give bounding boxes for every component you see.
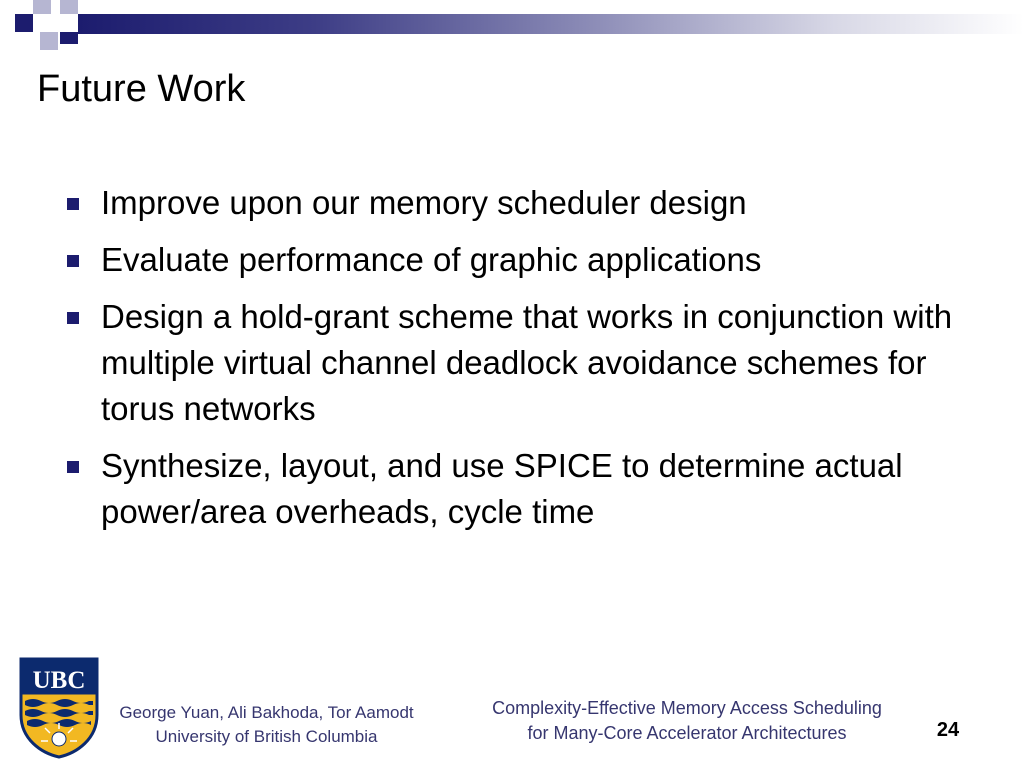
- bullet-item: [64, 237, 1004, 283]
- footer-authors: George Yuan, Ali Bakhoda, Tor Aamodt: [119, 703, 414, 722]
- bullet-list: [64, 180, 1004, 546]
- header-gradient-bar: [78, 14, 1024, 34]
- bullet-text: Design a hold-grant scheme that works in conjunction with multiple virtual channel deadlock avoidance schemes for torus networks: [101, 298, 953, 427]
- talk-title-line1: Complexity-Effective Memory Access Scheduling: [492, 698, 882, 718]
- footer-talk-title: [448, 696, 926, 746]
- header-square-dark-2: [60, 32, 78, 44]
- talk-title-line2: for Many-Core Accelerator Architectures: [527, 723, 847, 743]
- bullet-text: Evaluate performance of graphic applications: [101, 241, 762, 278]
- header-square-light-2: [60, 0, 78, 14]
- header-square-light-1: [33, 0, 51, 14]
- footer-institution: University of British Columbia: [155, 727, 378, 746]
- slide-title: Future Work: [37, 68, 246, 110]
- square-bullet-icon: [67, 198, 79, 210]
- page-number: 24: [936, 719, 960, 741]
- footer-authors-block: [104, 701, 429, 749]
- bullet-text: Improve upon our memory scheduler design: [101, 184, 747, 221]
- header-square-dark-1: [15, 14, 33, 32]
- header-square-light-3: [40, 32, 58, 50]
- bullet-item: [64, 443, 1004, 535]
- square-bullet-icon: [67, 255, 79, 267]
- square-bullet-icon: [67, 461, 79, 473]
- square-bullet-icon: [67, 312, 79, 324]
- bullet-item: [64, 294, 1004, 432]
- bullet-text: Synthesize, layout, and use SPICE to determine actual power/area overheads, cycle time: [101, 447, 903, 530]
- ubc-crest-icon: [19, 657, 99, 759]
- bullet-item: [64, 180, 1004, 226]
- logo-text: UBC: [32, 667, 86, 694]
